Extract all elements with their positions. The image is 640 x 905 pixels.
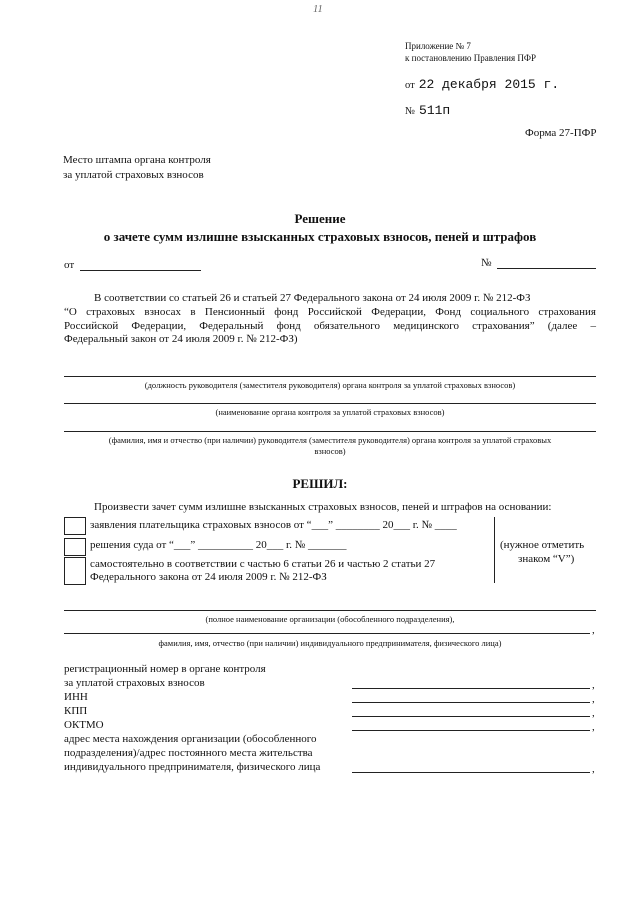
head-fio-caption-2: взносов) [314, 446, 346, 456]
address-label-3: индивидуального предпринимателя, физического лица [64, 761, 321, 773]
from-label: от [64, 259, 75, 271]
intro-line-1: В соответствии со статьей 26 и статьей 27 Федерального закона от 24 июля 2009 г. № 212-ФЗ [94, 292, 531, 304]
oktmo-label: ОКТМО [64, 719, 104, 731]
intro-line-3: Российской Федерации, Федеральный фонд обязательного медицинского страхования” (далее – [64, 320, 596, 332]
body-name-caption: (наименование органа контроля за уплатой страховых взносов) [215, 407, 445, 417]
kpp-field[interactable] [352, 716, 590, 717]
reg-num-label-1: регистрационный номер в органе контроля [64, 663, 266, 675]
inn-field[interactable] [352, 702, 590, 703]
address-comma: , [592, 763, 595, 775]
stamp-place-line-2: за уплатой страховых взносов [63, 169, 204, 181]
form-label: Форма 27-ПФР [525, 127, 597, 139]
kpp-comma: , [592, 707, 595, 719]
option-self-checkbox[interactable] [64, 557, 86, 585]
option-self-label-2: Федерального закона от 24 июля 2009 г. № 212-ФЗ [90, 571, 327, 583]
note-line-1: (нужное отметить [500, 539, 585, 551]
org-name-caption: (полное наименование организации (обособленного подразделения), [205, 614, 455, 624]
date-value: 22 декабря 2015 г. [418, 77, 560, 92]
intro-line-4: Федеральный закон от 24 июля 2009 г. № 212-ФЗ) [64, 333, 298, 345]
fio-comma: , [592, 624, 595, 636]
intro-line-2: “О страховых взносах в Пенсионный фонд Российской Федерации, Фонд социального страхования [64, 306, 596, 318]
option-court-checkbox[interactable] [64, 538, 86, 556]
fio-caption: фамилия, имя, отчество (при наличии) индивидуального предпринимателя, физического лица) [158, 638, 502, 648]
inn-label: ИНН [64, 691, 88, 703]
fio-field[interactable] [64, 633, 590, 634]
number-label: № [481, 257, 492, 269]
head-fio-field[interactable] [64, 431, 596, 432]
title-line-2: о зачете сумм излишне взысканных страховых взносов, пеней и штрафов [103, 229, 537, 244]
body-name-field[interactable] [64, 403, 596, 404]
oktmo-comma: , [592, 721, 595, 733]
stamp-place-line-1: Место штампа органа контроля [63, 154, 211, 166]
title-line-1: Решение [294, 211, 346, 226]
option-application-checkbox[interactable] [64, 517, 86, 535]
option-self-label-1: самостоятельно в соответствии с частью 6 статьи 26 и частью 2 статьи 27 [90, 558, 436, 570]
appendix-line-2: к постановлению Правления ПФР [405, 53, 536, 63]
option-application-label: заявления плательщика страховых взносов от “___” ________ 20___ г. № ____ [90, 519, 457, 531]
appendix-date [405, 75, 559, 93]
address-label-2: подразделения)/адрес постоянного места жительства [64, 747, 313, 759]
num-prefix: № [405, 106, 416, 117]
appendix-line-1: Приложение № 7 [405, 41, 471, 51]
appendix-number [405, 101, 450, 119]
option-court-label: решения суда от “___” __________ 20___ г. № _______ [90, 539, 347, 551]
number-field[interactable] [497, 268, 596, 269]
address-field[interactable] [352, 772, 590, 773]
head-position-caption: (должность руководителя (заместителя руководителя) органа контроля за уплатой страховых взносов) [144, 380, 516, 390]
reg-num-comma: , [592, 679, 595, 691]
reg-num-field[interactable] [352, 688, 590, 689]
head-position-field[interactable] [64, 376, 596, 377]
inn-comma: , [592, 693, 595, 705]
kpp-label: КПП [64, 705, 88, 717]
org-name-field[interactable] [64, 610, 596, 611]
options-divider [494, 517, 495, 583]
oktmo-field[interactable] [352, 730, 590, 731]
basis-intro: Произвести зачет сумм излишне взысканных страховых взносов, пеней и штрафов на основании: [94, 501, 552, 513]
decided-heading: РЕШИЛ: [292, 476, 348, 491]
page-number: 11 [313, 4, 323, 15]
head-fio-caption-1: (фамилия, имя и отчество (при наличии) руководителя (заместителя руководителя) органа контроля за уплатой страховых [108, 435, 552, 445]
reg-num-label-2: за уплатой страховых взносов [64, 677, 205, 689]
date-field[interactable] [80, 270, 201, 271]
note-line-2: знаком “V”) [518, 553, 575, 565]
num-value: 511п [419, 103, 451, 118]
date-prefix: от [405, 80, 415, 91]
address-label-1: адрес места нахождения организации (обособленного [64, 733, 317, 745]
